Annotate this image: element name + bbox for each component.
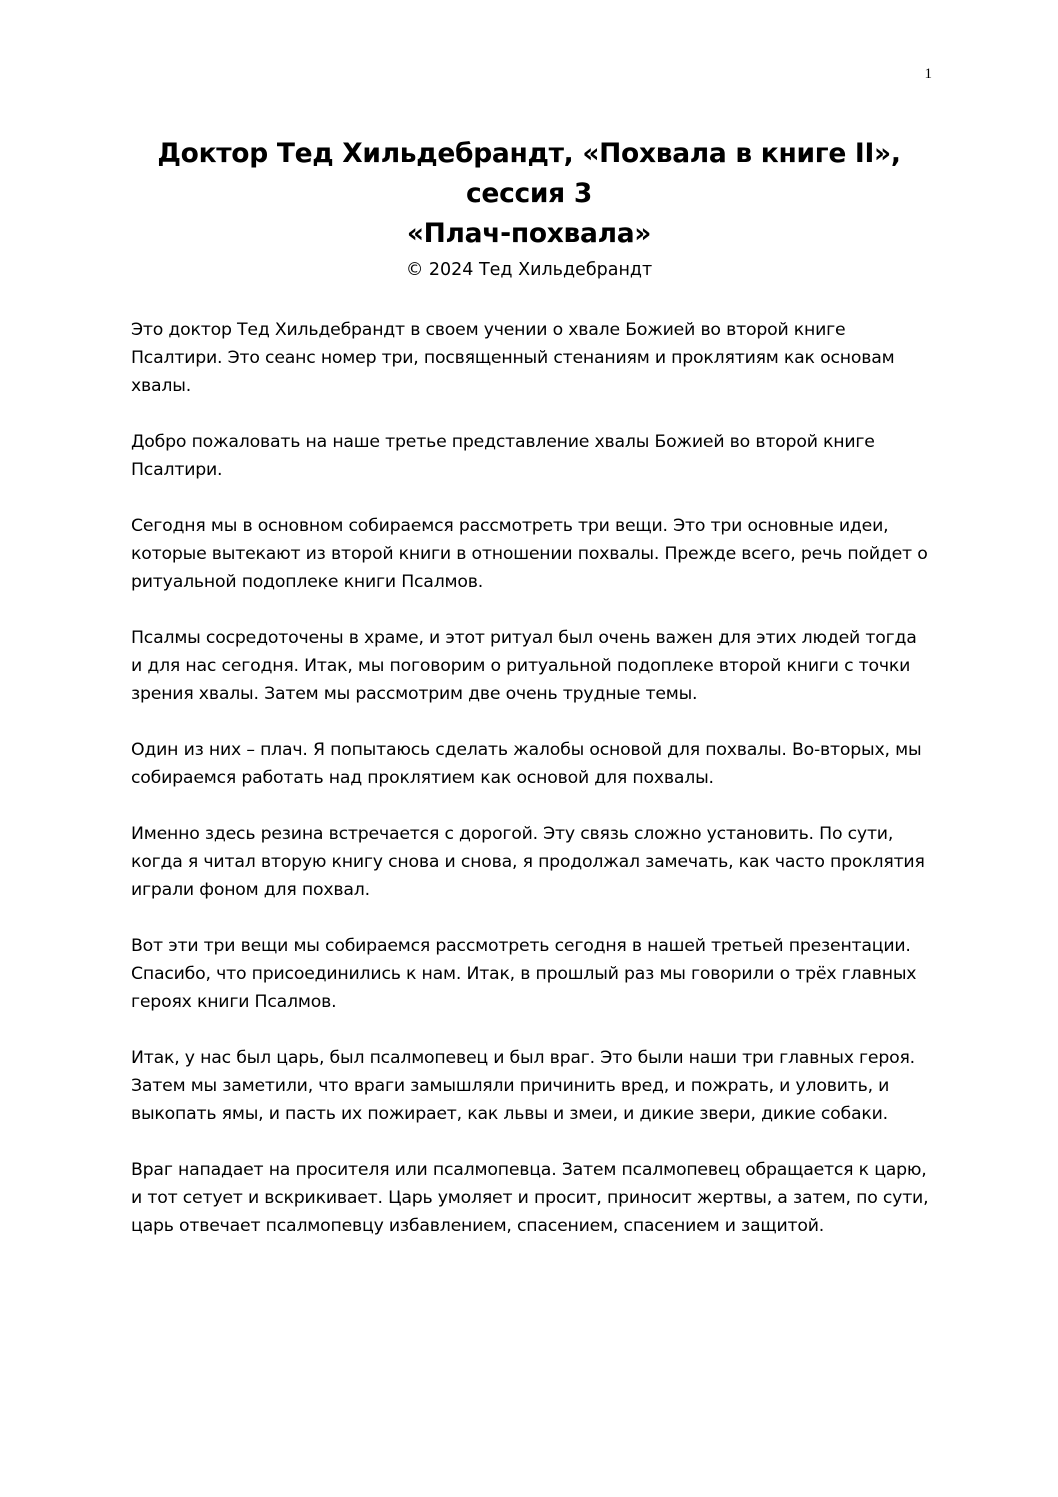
paragraph: Один из них – плач. Я попытаюсь сделать жалобы основой для похвалы. Во-вторых, мы собираемся работать над проклятием как основой для похвалы. [131, 740, 922, 788]
paragraph: Добро пожаловать на наше третье представление хвалы Божией во второй книге Псалтири. [131, 432, 875, 480]
paragraph: Итак, у нас был царь, был псалмопевец и был враг. Это были наши три главных героя. Затем мы заметили, что враги замышляли причинить вред, и пожрать, и уловить, и выкопать ямы, и пасть их пожирает, как львы и змеи, и дикие звери, дикие собаки. [131, 1048, 915, 1124]
paragraph: Именно здесь резина встречается с дорогой. Эту связь сложно установить. По сути, когда я читал вторую книгу снова и снова, я продолжал замечать, как часто проклятия играли фоном для похвал. [131, 824, 925, 900]
copyright-line: © 2024 Тед Хильдебрандт [405, 260, 653, 280]
paragraph: Псалмы сосредоточены в храме, и этот ритуал был очень важен для этих людей тогда и для нас сегодня. Итак, мы поговорим о ритуальной подоплеке второй книги с точки зрения хвалы. Затем мы рассмотрим две очень трудные темы. [131, 628, 917, 704]
paragraph: Сегодня мы в основном собираемся рассмотреть три вещи. Это три основные идеи, которые вытекают из второй книги в отношении похвалы. Прежде всего, речь пойдет о ритуальной подоплеке книги Псалмов. [131, 516, 928, 592]
paragraph: Вот эти три вещи мы собираемся рассмотреть сегодня в нашей третьей презентации. Спасибо, что присоединились к нам. Итак, в прошлый раз мы говорили о трёх главных героях книги Псалмов. [131, 936, 917, 1012]
title-block [100, 134, 958, 284]
paragraph: Враг нападает на просителя или псалмопевца. Затем псалмопевец обращается к царю, и тот сетует и вскрикивает. Царь умоляет и просит, приносит жертвы, а затем, по сути, царь отвечает псалмопевцу избавлением, спасением, спасением и защитой. [131, 1160, 929, 1236]
title-line-2: сессия 3 [466, 178, 592, 209]
title-line-1: Доктор Тед Хильдебрандт, «Похвала в книге II», [157, 138, 901, 169]
paragraph: Это доктор Тед Хильдебрандт в своем учении о хвале Божией во второй книге Псалтири. Это сеанс номер три, посвященный стенаниям и проклятиям как основам хвалы. [131, 320, 895, 396]
page-number: 1 [924, 66, 932, 82]
body-text [131, 316, 931, 1268]
title-line-3: «Плач-похвала» [406, 218, 652, 249]
